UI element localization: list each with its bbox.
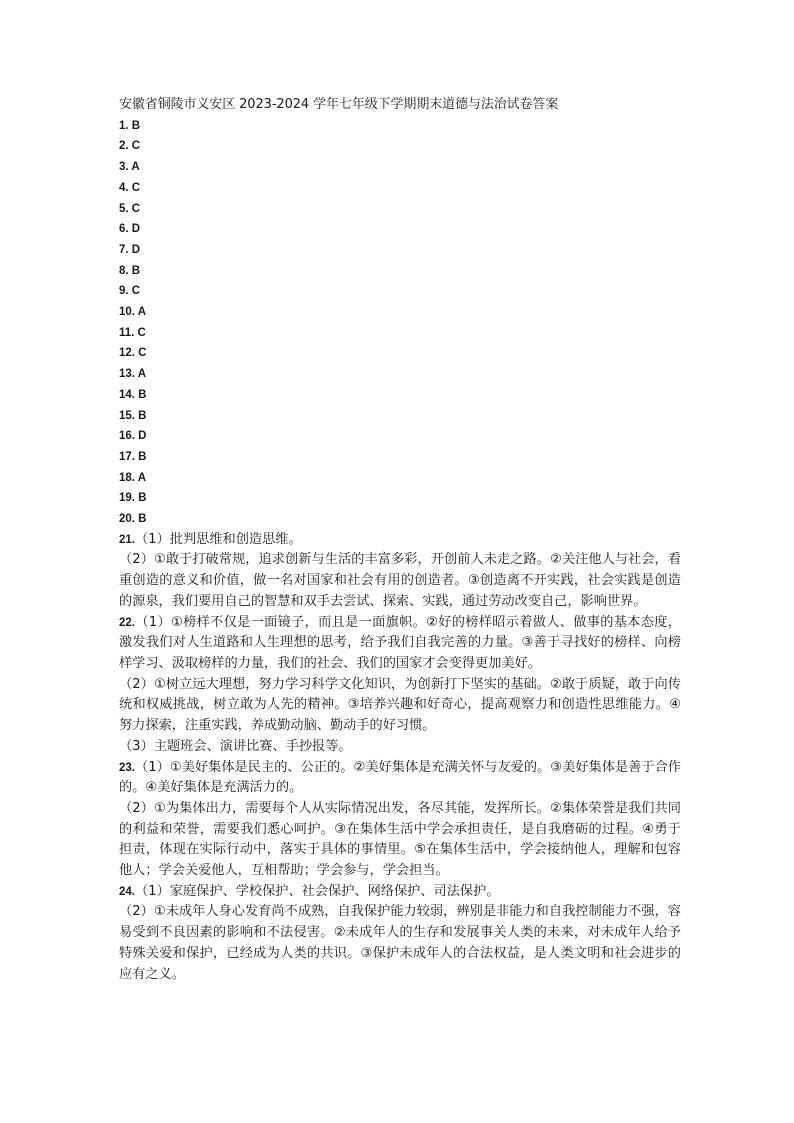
document-title: 安徽省铜陵市义安区 2023-2024 学年七年级下学期期末道德与法治试卷答案	[119, 97, 559, 112]
answer-item: 8. B	[119, 264, 141, 277]
answer-item: 13. A	[119, 368, 147, 381]
answer-paragraph	[119, 613, 681, 675]
answer-item: 20. B	[119, 513, 147, 526]
answer-item: 15. B	[119, 409, 147, 422]
answer-item: 10. A	[119, 306, 147, 319]
answer-item: 7. D	[119, 243, 141, 256]
answer-item: 9. C	[119, 285, 141, 298]
answer-paragraph: （2）①未成年人身心发育尚不成熟，自我保护能力较弱，辨别是非能力和自我控制能力不强，容易受到不良因素的影响和不法侵害。②未成年人的生存和发展事关人类的未来，对未成年人给予特殊关爱和保护，已经成为人类的共识。③保护未成年人的合法权益，是人类文明和社会进步的应有之义。	[119, 904, 681, 982]
answer-text: （1）家庭保护、学校保护、社会保护、网络保护、司法保护。	[135, 883, 500, 899]
answer-paragraph	[119, 758, 681, 799]
answer-item: 1. B	[119, 119, 141, 132]
answer-item: 18. A	[119, 471, 147, 484]
answer-item: 14. B	[119, 388, 147, 401]
answer-item: 11. C	[119, 326, 146, 339]
answer-item: 17. B	[119, 450, 147, 463]
answer-item: 6. D	[119, 223, 141, 236]
question-number: 22.	[119, 616, 135, 629]
question-number: 24.	[119, 885, 135, 898]
answer-item: 2. C	[119, 140, 141, 153]
answer-paragraph: （2）①敢于打破常规，追求创新与生活的丰富多彩，开创前人未走之路。②关注他人与社会，看重创造的意义和价值，做一名对国家和社会有用的创造者。③创造离不开实践，社会实践是创造的源泉，我们要用自己的智慧和双手去尝试、探索、实践，通过劳动改变自己，影响世界。	[119, 552, 681, 609]
answer-paragraph: （3）主题班会、演讲比赛、手抄报等。	[119, 738, 352, 754]
question-24-answer	[119, 882, 681, 986]
question-21-answer	[119, 530, 681, 613]
answer-item: 12. C	[119, 347, 147, 360]
answer-paragraph	[119, 530, 681, 551]
question-22-answer	[119, 613, 681, 758]
answer-text: （1）①美好集体是民主的、公正的。②美好集体是充满关怀与友爱的。③美好集体是善于合作的。④美好集体是充满活力的。	[119, 759, 681, 796]
answer-item: 19. B	[119, 492, 147, 505]
question-number: 21.	[119, 533, 135, 546]
question-23-answer	[119, 758, 681, 882]
answer-text: （1）批判思维和创造思维。	[135, 531, 302, 547]
answer-paragraph	[119, 882, 681, 903]
answer-item: 5. C	[119, 202, 141, 215]
question-number: 23.	[119, 761, 135, 774]
answer-item: 16. D	[119, 430, 147, 443]
answer-item: 3. A	[119, 161, 140, 174]
answer-item: 4. C	[119, 181, 141, 194]
answer-paragraph: （2）①树立远大理想，努力学习科学文化知识，为创新打下坚实的基础。②敢于质疑，敢于向传统和权威挑战，树立敢为人先的精神。③培养兴趣和好奇心，提高观察力和创造性思维能力。④努力探索，注重实践，养成勤动脑、勤动手的好习惯。	[119, 676, 681, 734]
answer-document	[119, 95, 681, 985]
answer-text: （1）①榜样不仅是一面镜子，而且是一面旗帜。②好的榜样昭示着做人、做事的基本态度，激发我们对人生道路和人生理想的思考，给予我们自我完善的力量。③善于寻找好的榜样、向榜样学习、汲取榜样的力量，我们的社会、我们的国家才会变得更加美好。	[119, 614, 681, 671]
multiple-choice-answers	[119, 116, 681, 530]
answer-paragraph: （2）①为集体出力，需要每个人从实际情况出发，各尽其能，发挥所长。②集体荣誉是我们共同的利益和荣誉，需要我们悉心呵护。③在集体生活中学会承担责任，是自我磨砺的过程。④勇于担责，体现在实际行动中，落实于具体的事情里。⑤在集体生活中，学会接纳他人，理解和包容他人；学会关爱他人，互相帮助；学会参与，学会担当。	[119, 800, 681, 879]
